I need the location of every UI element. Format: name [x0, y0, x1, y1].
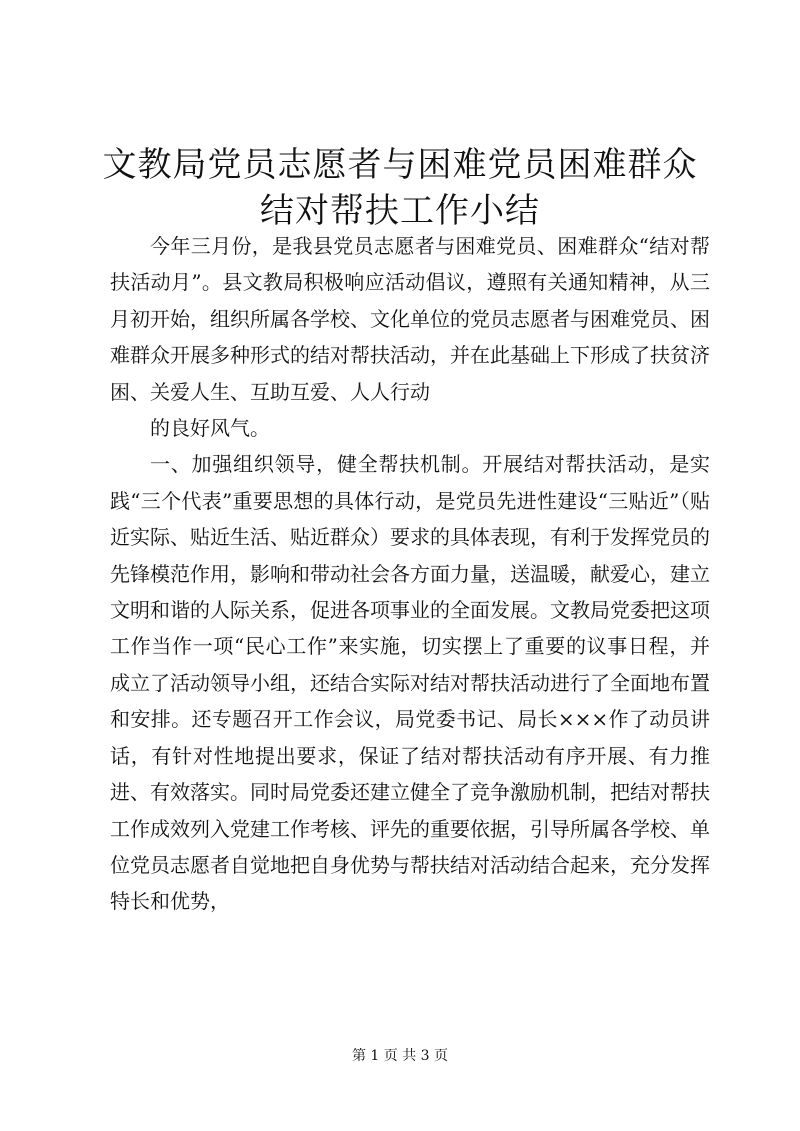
paragraph-intro: 今年三月份，是我县党员志愿者与困难党员、困难群众“结对帮扶活动月”。县文教局积极响应活动倡议，遵照有关通知精神，从三月初开始，组织所属各学校、文化单位的党员志愿者与困难党员、困难群众开展多种形式的结对帮扶活动，并在此基础上下形成了扶贫济困、关爱人生、互助互爱、人人行动 — [110, 234, 710, 404]
paragraph-section-one: 一、加强组织领导，健全帮扶机制。开展结对帮扶活动，是实践“三个代表”重要思想的具体行动，是党员先进性建设“三贴近”（贴近实际、贴近生活、贴近群众）要求的具体表现，有利于发挥党员的先锋模范作用，影响和带动社会各方面力量，送温暖，献爱心，建立文明和谐的人际关系，促进各项事业的全面发展。文教局党委把这项工作当作一项“民心工作”来实施，切实摆上了重要的议事日程，并成立了活动领导小组，还结合实际对结对帮扶活动进行了全面地布置和安排。还专题召开工作会议，局党委书记、局长×××作了动员讲话，有针对性地提出要求，保证了结对帮扶活动有序开展、有力推进、有效落实。同时局党委还建立健全了竞争激励机制，把结对帮扶工作成效列入党建工作考核、评先的重要依据，引导所属各学校、单位党员志愿者自觉地把自身优势与帮扶结对活动结合起来，充分发挥特长和优势， — [110, 452, 710, 914]
document-title: 文教局党员志愿者与困难党员困难群众结对帮扶工作小结 — [102, 145, 698, 231]
document-body — [110, 228, 710, 920]
paragraph-intro-continued: 的良好风气。 — [150, 416, 270, 441]
page-number-footer: 第 1 页 共 3 页 — [351, 1048, 449, 1064]
